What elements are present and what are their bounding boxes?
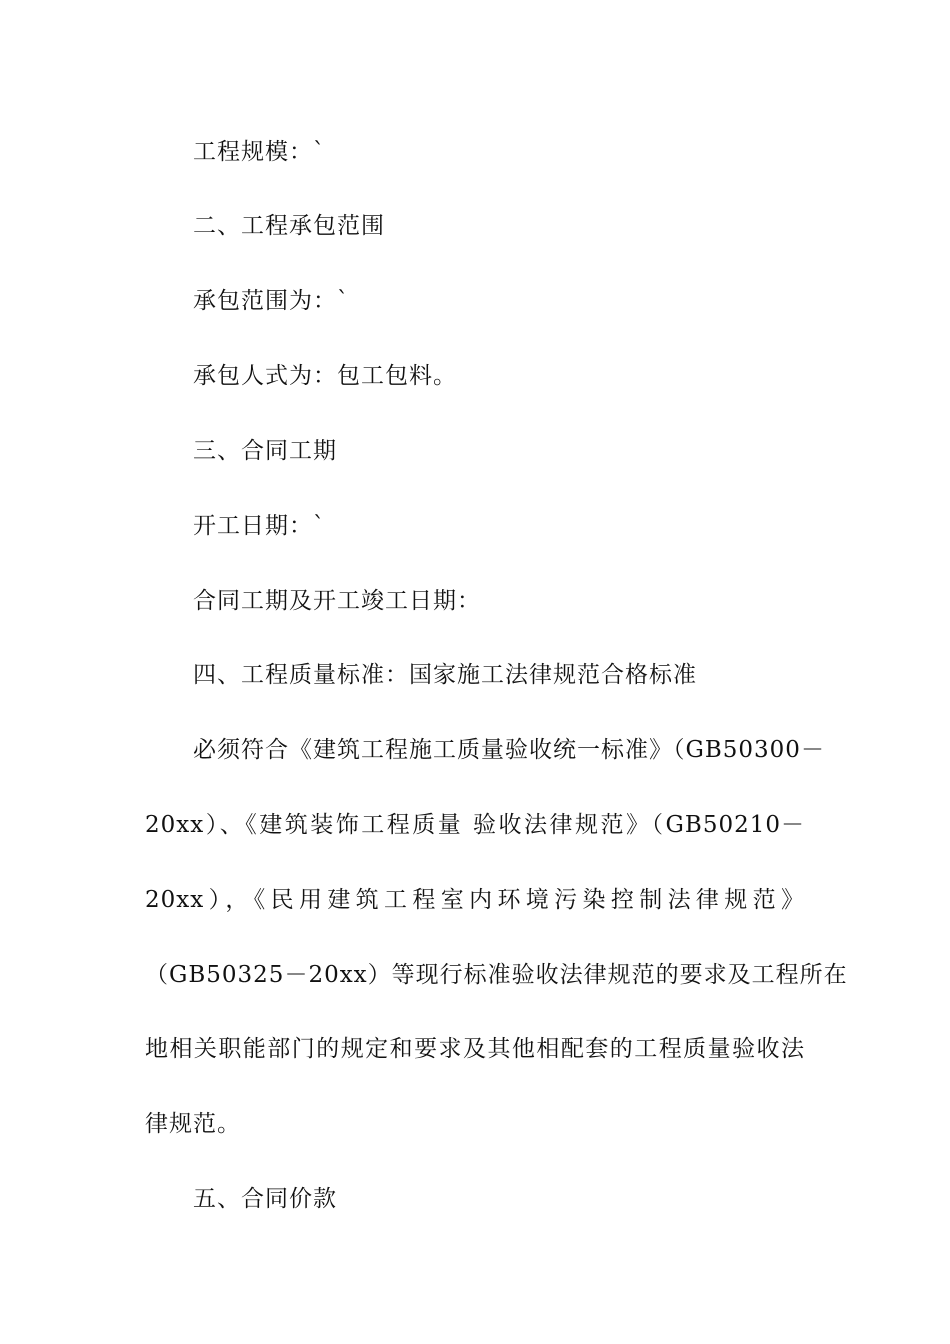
contract-method-line: 承包人式为：包工包料。 — [193, 363, 457, 389]
quality-paragraph-line-2: 20xx）、《建筑装饰工程质量 验收法律规范》（GB50210－ — [145, 812, 805, 838]
section-heading-duration: 三、合同工期 — [193, 438, 337, 464]
quality-paragraph-line-3: 20xx），《民用建筑工程室内环境污染控制法律规范》 — [145, 887, 805, 913]
project-scale-line: 工程规模：` — [193, 139, 326, 165]
duration-dates-line: 合同工期及开工竣工日期： — [193, 588, 481, 614]
section-heading-quality: 四、工程质量标准：国家施工法律规范合格标准 — [193, 662, 697, 688]
section-heading-scope: 二、工程承包范围 — [193, 213, 385, 239]
quality-paragraph-line-5: 地相关职能部门的规定和要求及其他相配套的工程质量验收法 — [145, 1036, 805, 1062]
quality-paragraph-line-4: （GB50325－20xx）等现行标准验收法律规范的要求及工程所在 — [145, 962, 848, 988]
quality-paragraph-line-1: 必须符合《建筑工程施工质量验收统一标准》（GB50300－ — [193, 737, 825, 763]
scope-line: 承包范围为：` — [193, 288, 350, 314]
start-date-line: 开工日期：` — [193, 513, 326, 539]
section-heading-price: 五、合同价款 — [193, 1186, 337, 1212]
quality-paragraph-line-6: 律规范。 — [145, 1111, 241, 1137]
